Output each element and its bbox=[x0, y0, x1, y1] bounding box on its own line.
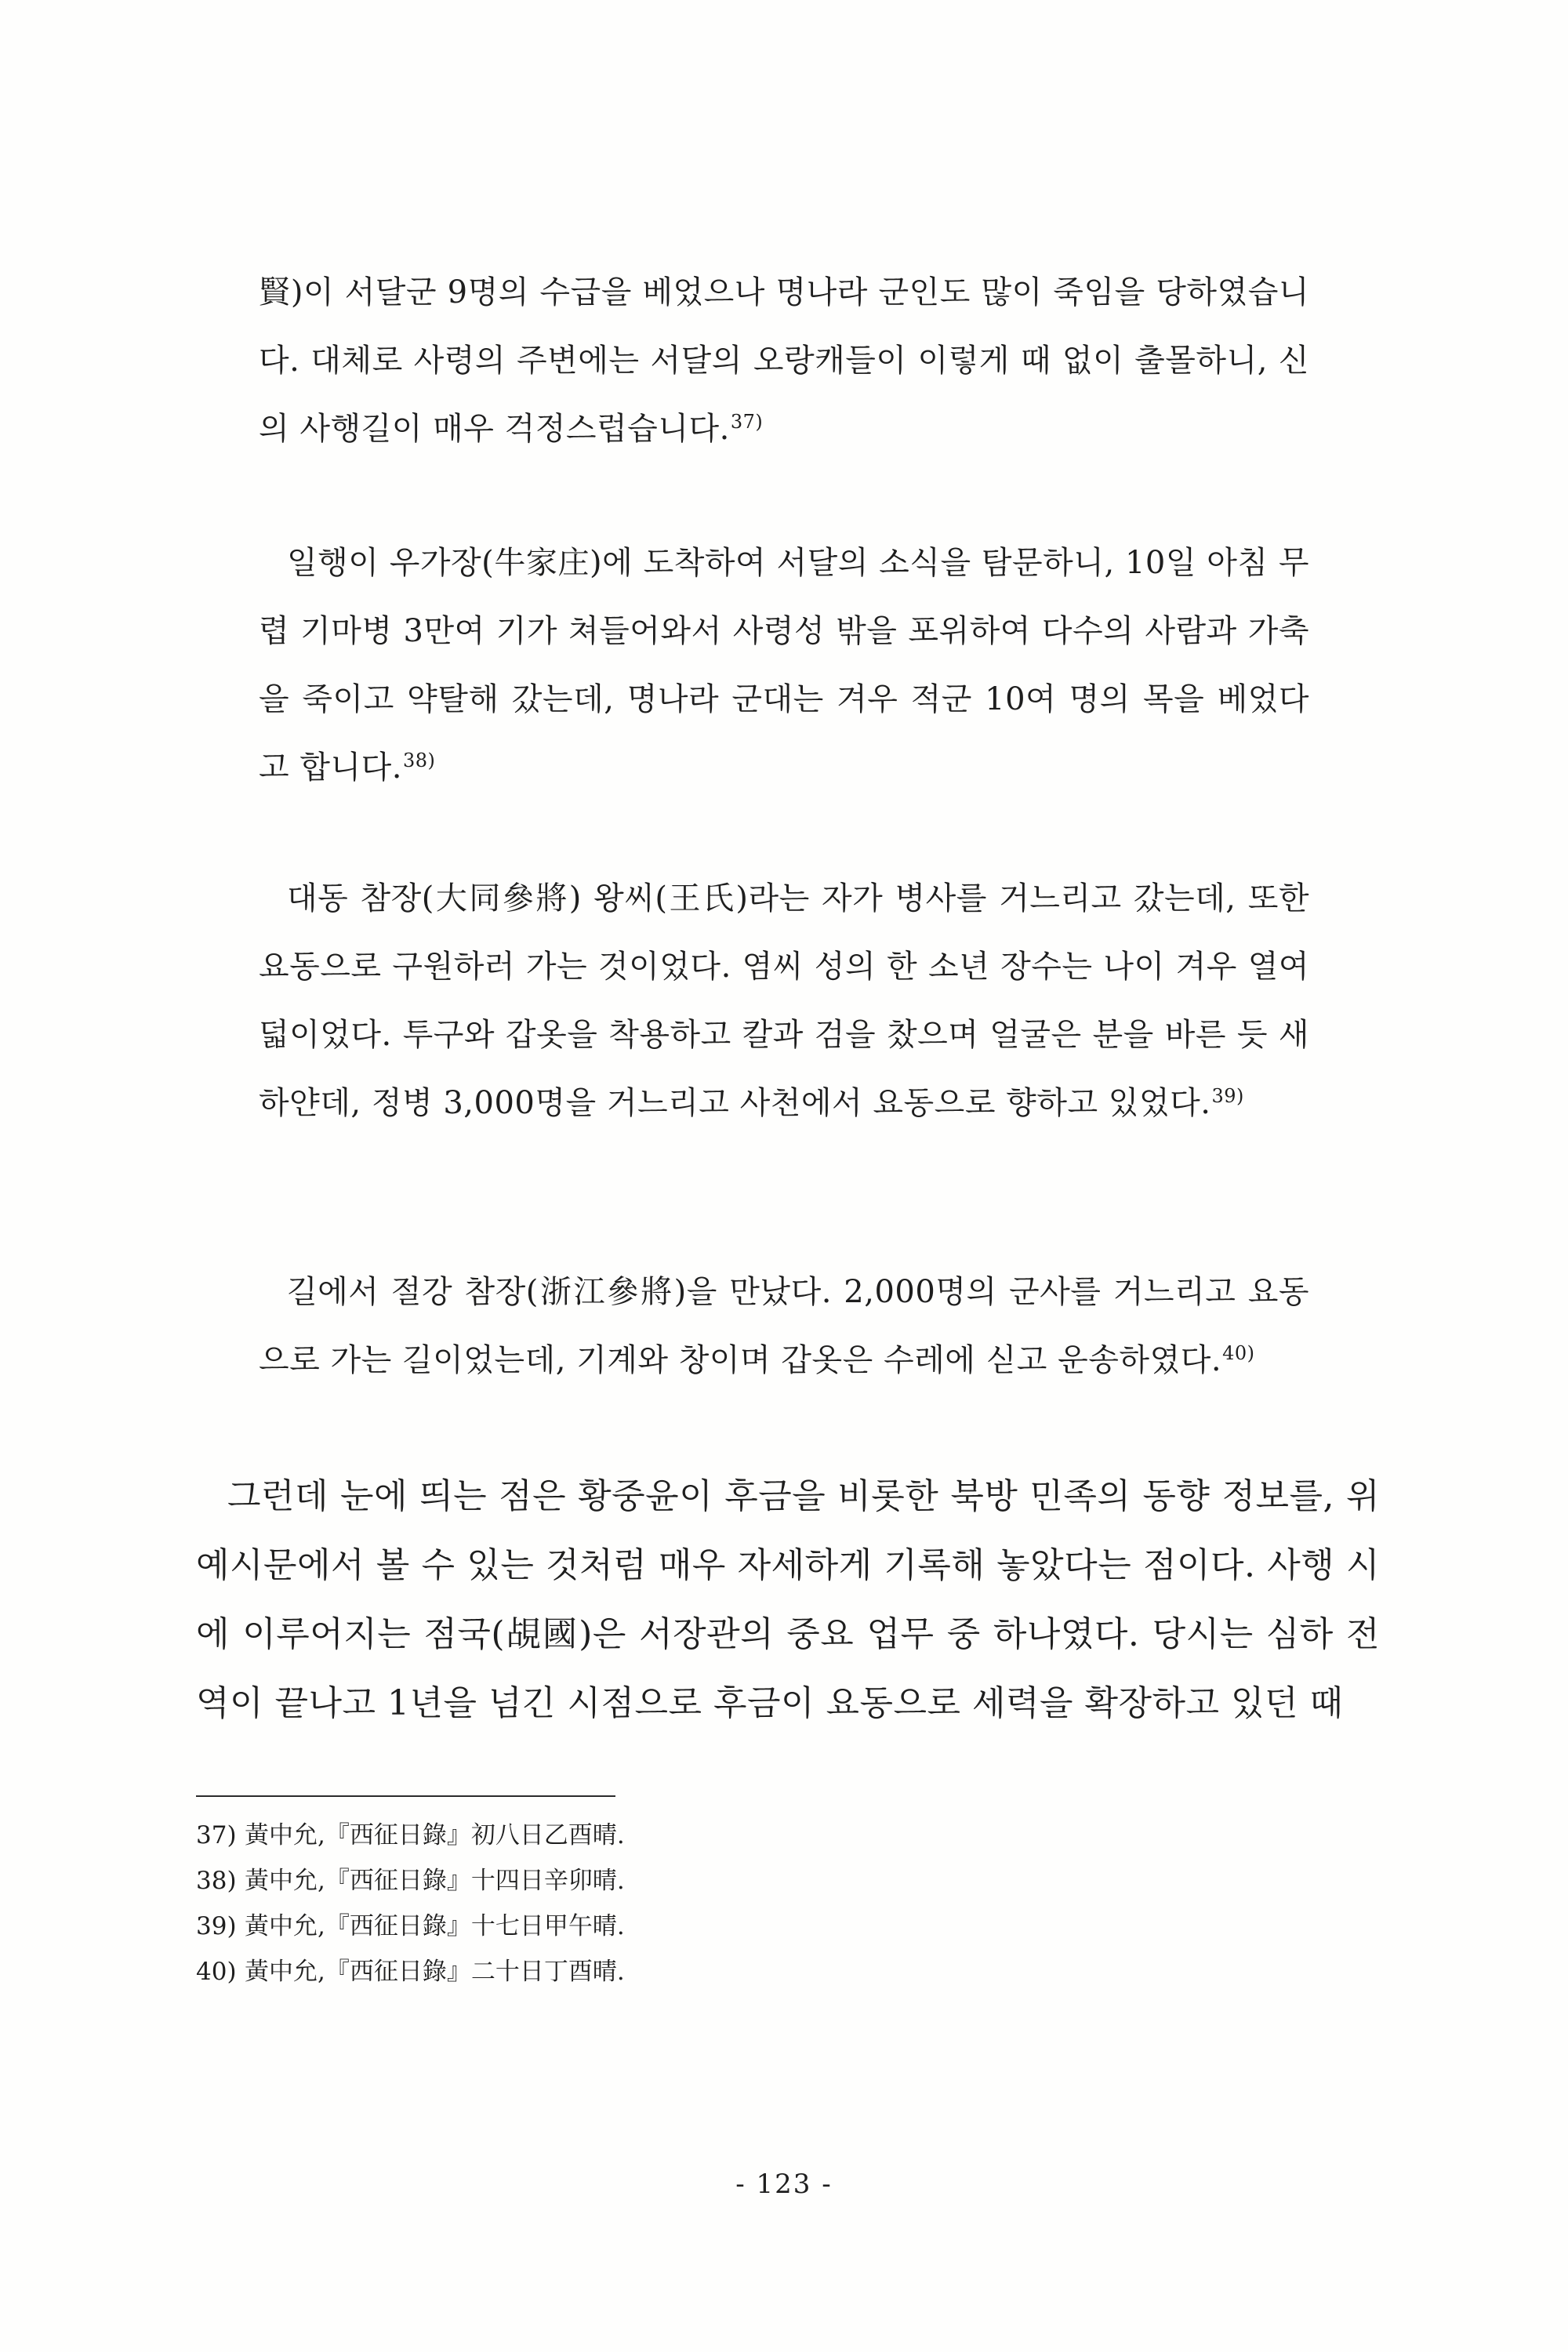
footnote-text: 黃中允,『西征日錄』十四日辛卯晴. bbox=[245, 1867, 625, 1895]
footnote-text: 黃中允,『西征日錄』二十日丁酉晴. bbox=[245, 1958, 625, 1986]
footnote-text: 黃中允,『西征日錄』初八日乙酉晴. bbox=[245, 1821, 625, 1849]
footnote-number: 38) bbox=[196, 1867, 237, 1895]
footnote-ref: 37) bbox=[730, 411, 764, 433]
quote-paragraph-2 bbox=[259, 529, 1309, 802]
footnote-ref: 40) bbox=[1222, 1342, 1255, 1364]
footnote-divider bbox=[196, 1795, 615, 1797]
quote-paragraph-3 bbox=[259, 865, 1309, 1138]
body-paragraph: 그런데 눈에 띄는 점은 황중윤이 후금을 비롯한 북방 민족의 동향 정보를, 위 예시문에서 볼 수 있는 것처럼 매우 자세하게 기록해 놓았다는 점이다. 사행 시에 이루어지는 점국(覘國)은 서장관의 중요 업무 중 하나였다. 당시는 심하 전역이 끝나고 1년을 넘긴 시점으로 후금이 요동으로 세력을 확장하고 있던 때 bbox=[196, 1476, 1380, 1723]
footnote-number: 39) bbox=[196, 1912, 237, 1940]
quote-text: 대동 참장(大同參將) 왕씨(王氏)라는 자가 병사를 거느리고 갔는데, 또한 요동으로 구원하러 가는 것이었다. 염씨 성의 한 소년 장수는 나이 겨우 열여덟이었다. 투구와 갑옷을 착용하고 칼과 검을 찼으며 얼굴은 분을 바른 듯 새하얀데, 정병 3,000명을 거느리고 사천에서 요동으로 향하고 있었다. bbox=[259, 880, 1309, 1121]
page-number: - 123 - bbox=[735, 2169, 833, 2200]
quote-text: 賢)이 서달군 9명의 수급을 베었으나 명나라 군인도 많이 죽임을 당하였습니다. 대체로 사령의 주변에는 서달의 오랑캐들이 이렇게 때 없이 출몰하니, 신의 사행길이 매우 걱정스럽습니다. bbox=[259, 274, 1309, 447]
quote-text: 길에서 절강 참장(浙江參將)을 만났다. 2,000명의 군사를 거느리고 요동으로 가는 길이었는데, 기계와 창이며 갑옷은 수레에 싣고 운송하였다. bbox=[259, 1274, 1309, 1378]
quote-paragraph-1 bbox=[259, 259, 1309, 463]
footnote-item bbox=[196, 1904, 1372, 1949]
footnote-number: 40) bbox=[196, 1958, 237, 1986]
footnote-item bbox=[196, 1949, 1372, 1994]
footnote-number: 37) bbox=[196, 1821, 237, 1849]
quote-paragraph-4 bbox=[259, 1258, 1309, 1395]
footnote-item bbox=[196, 1813, 1372, 1858]
footnote-ref: 38) bbox=[403, 750, 436, 771]
footnote-item bbox=[196, 1858, 1372, 1904]
quote-text: 일행이 우가장(牛家庄)에 도착하여 서달의 소식을 탐문하니, 10일 아침 무렵 기마병 3만여 기가 쳐들어와서 사령성 밖을 포위하여 다수의 사람과 가축을 죽이고 약탈해 갔는데, 명나라 군대는 겨우 적군 10여 명의 목을 베었다고 합니다. bbox=[259, 545, 1309, 786]
footnote-ref: 39) bbox=[1211, 1085, 1244, 1107]
footnote-text: 黃中允,『西征日錄』十七日甲午晴. bbox=[245, 1912, 625, 1940]
footnote-list bbox=[196, 1813, 1372, 1994]
